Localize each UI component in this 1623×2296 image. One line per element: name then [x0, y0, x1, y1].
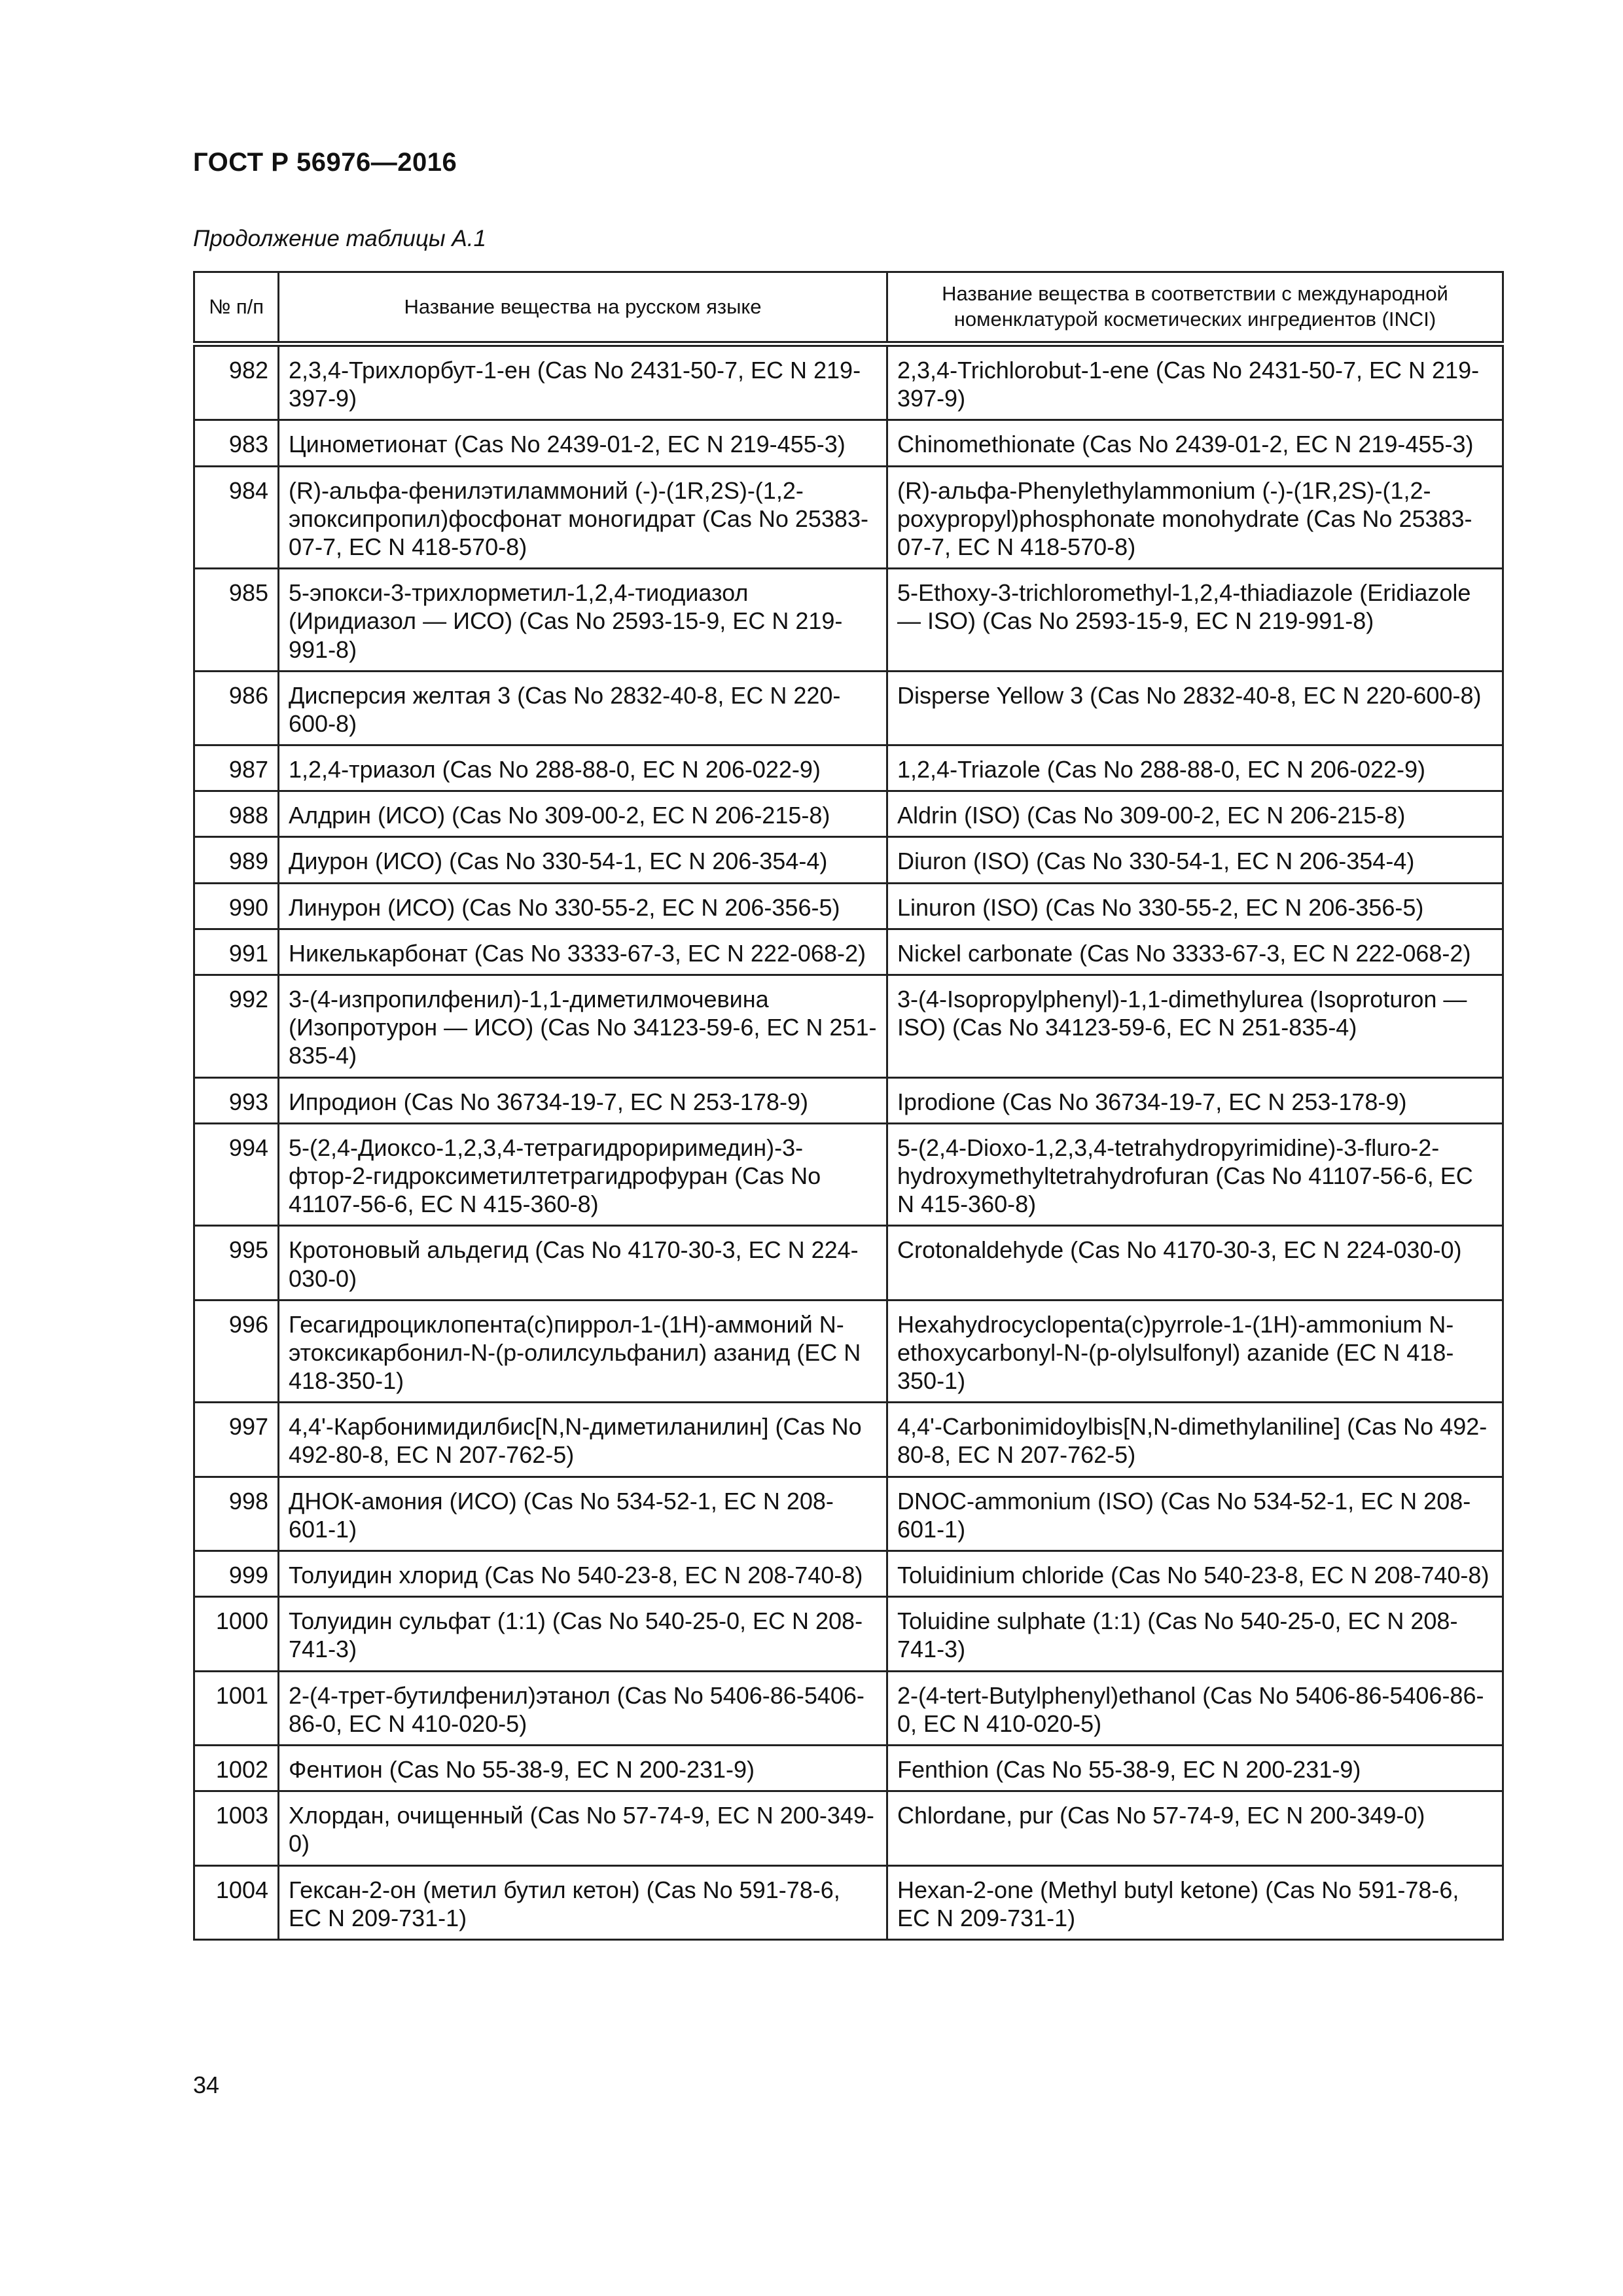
- table-row: [194, 1077, 1503, 1123]
- cell-inci-name: Aldrin (ISO) (Cas No 309-00-2, EC N 206-215-8): [887, 791, 1503, 837]
- cell-inci-name: Fenthion (Cas No 55-38-9, EC N 200-231-9): [887, 1745, 1503, 1791]
- cell-russian-name: 5-эпокси-3-трихлорметил-1,2,4-тиодиазол (Иридиазол — ИСО) (Cas No 2593-15-9, EC N 219-991-8): [279, 569, 887, 672]
- cell-russian-name: 4,4'-Карбонимидилбис[N,N-диметиланилин] (Cas No 492-80-8, EC N 207-762-5): [279, 1403, 887, 1477]
- cell-number: 990: [194, 883, 279, 929]
- table-row: [194, 791, 1503, 837]
- cell-inci-name: 4,4'-Carbonimidoylbis[N,N-dimethylaniline] (Cas No 492-80-8, EC N 207-762-5): [887, 1403, 1503, 1477]
- cell-number: 1004: [194, 1865, 279, 1939]
- cell-inci-name: 2,3,4-Trichlorobut-1-ene (Cas No 2431-50-7, EC N 219-397-9): [887, 344, 1503, 420]
- cell-number: 982: [194, 344, 279, 420]
- cell-russian-name: ДНОК-амония (ИСО) (Cas No 534-52-1, EC N 208-601-1): [279, 1477, 887, 1551]
- cell-number: 993: [194, 1077, 279, 1123]
- table-header: [194, 272, 1503, 344]
- table-row: [194, 929, 1503, 975]
- table-body: [194, 344, 1503, 1940]
- table-row: [194, 569, 1503, 672]
- cell-inci-name: 1,2,4-Triazole (Cas No 288-88-0, EC N 206-022-9): [887, 745, 1503, 791]
- cell-number: 997: [194, 1403, 279, 1477]
- cell-russian-name: Линурон (ИСО) (Cas No 330-55-2, EC N 206-356-5): [279, 883, 887, 929]
- cell-russian-name: Дисперсия желтая 3 (Cas No 2832-40-8, EC N 220-600-8): [279, 671, 887, 745]
- header-number: № п/п: [194, 272, 279, 344]
- cell-number: 994: [194, 1123, 279, 1226]
- cell-russian-name: Алдрин (ИСО) (Cas No 309-00-2, EC N 206-215-8): [279, 791, 887, 837]
- table-row: [194, 1745, 1503, 1791]
- cell-inci-name: Linuron (ISO) (Cas No 330-55-2, EC N 206-356-5): [887, 883, 1503, 929]
- cell-russian-name: 2,3,4-Трихлорбут-1-ен (Cas No 2431-50-7, EC N 219-397-9): [279, 344, 887, 420]
- table-row: [194, 975, 1503, 1078]
- cell-russian-name: Никелькарбонат (Cas No 3333-67-3, EC N 222-068-2): [279, 929, 887, 975]
- cell-russian-name: 5-(2,4-Диоксо-1,2,3,4-тетрагидрориримедин)-3-фтор-2-гидроксиметилтетрагидрофуран (Cas No 41107-56-6, EC N 415-360-8): [279, 1123, 887, 1226]
- cell-number: 988: [194, 791, 279, 837]
- table-row: [194, 466, 1503, 569]
- cell-number: 986: [194, 671, 279, 745]
- table-row: [194, 1403, 1503, 1477]
- header-inci-name: Название вещества в соответствии с международной номенклатурой косметических ингредиентов (INCI): [887, 272, 1503, 344]
- table-row: [194, 883, 1503, 929]
- table-row: [194, 1551, 1503, 1597]
- page-number: 34: [193, 2072, 220, 2098]
- table-row: [194, 1300, 1503, 1403]
- cell-number: 991: [194, 929, 279, 975]
- cell-number: 984: [194, 466, 279, 569]
- table-row: [194, 1791, 1503, 1865]
- cell-russian-name: Диурон (ИСО) (Cas No 330-54-1, EC N 206-354-4): [279, 837, 887, 883]
- cell-number: 995: [194, 1226, 279, 1300]
- cell-russian-name: 2-(4-трет-бутилфенил)этанол (Cas No 5406-86-5406-86-0, EC N 410-020-5): [279, 1671, 887, 1745]
- cell-inci-name: 5-Ethoxy-3-trichloromethyl-1,2,4-thiadiazole (Eridiazole — ISO) (Cas No 2593-15-9, EC N 219-991-8): [887, 569, 1503, 672]
- cell-russian-name: Толуидин хлорид (Cas No 540-23-8, EC N 208-740-8): [279, 1551, 887, 1597]
- cell-number: 1000: [194, 1597, 279, 1671]
- cell-inci-name: Disperse Yellow 3 (Cas No 2832-40-8, EC N 220-600-8): [887, 671, 1503, 745]
- cell-inci-name: (R)-альфа-Phenylethylammonium (-)-(1R,2S)-(1,2-poxypropyl)phosphonate monohydrate (Cas No 25383-07-7, EC N 418-570-8): [887, 466, 1503, 569]
- cell-russian-name: 1,2,4-триазол (Cas No 288-88-0, EC N 206-022-9): [279, 745, 887, 791]
- cell-number: 1002: [194, 1745, 279, 1791]
- cell-russian-name: Гексан-2-он (метил бутил кетон) (Cas No 591-78-6, EC N 209-731-1): [279, 1865, 887, 1939]
- cell-russian-name: Хлордан, очищенный (Cas No 57-74-9, EC N 200-349-0): [279, 1791, 887, 1865]
- cell-number: 1001: [194, 1671, 279, 1745]
- table-row: [194, 1226, 1503, 1300]
- table-row: [194, 1597, 1503, 1671]
- table-row: [194, 1123, 1503, 1226]
- table-row: [194, 344, 1503, 420]
- cell-number: 992: [194, 975, 279, 1078]
- cell-inci-name: Hexan-2-one (Methyl butyl ketone) (Cas No 591-78-6, EC N 209-731-1): [887, 1865, 1503, 1939]
- cell-russian-name: Ипродион (Cas No 36734-19-7, EC N 253-178-9): [279, 1077, 887, 1123]
- document-title: ГОСТ Р 56976—2016: [193, 148, 457, 177]
- table-caption: Продолжение таблицы А.1: [193, 226, 486, 251]
- cell-inci-name: Chlordane, pur (Cas No 57-74-9, EC N 200-349-0): [887, 1791, 1503, 1865]
- table-row: [194, 837, 1503, 883]
- cell-inci-name: 5-(2,4-Dioxo-1,2,3,4-tetrahydropyrimidine)-3-fluro-2-hydroxymethyltetrahydrofuran (Cas No 41107-56-6, EC N 415-360-8): [887, 1123, 1503, 1226]
- table-header-row: [194, 272, 1503, 344]
- cell-russian-name: (R)-альфа-фенилэтиламмоний (-)-(1R,2S)-(1,2-эпоксипропил)фосфонат моногидрат (Cas No 25383-07-7, EC N 418-570-8): [279, 466, 887, 569]
- cell-inci-name: Hexahydrocyclopenta(c)pyrrole-1-(1H)-ammonium N-ethoxycarbonyl-N-(p-olylsulfonyl) azanide (EC N 418-350-1): [887, 1300, 1503, 1403]
- cell-number: 983: [194, 420, 279, 466]
- table-row: [194, 671, 1503, 745]
- table-row: [194, 1477, 1503, 1551]
- table-row: [194, 1671, 1503, 1745]
- cell-number: 1003: [194, 1791, 279, 1865]
- cell-inci-name: Nickel carbonate (Cas No 3333-67-3, EC N 222-068-2): [887, 929, 1503, 975]
- cell-inci-name: Crotonaldehyde (Cas No 4170-30-3, EC N 224-030-0): [887, 1226, 1503, 1300]
- cell-number: 998: [194, 1477, 279, 1551]
- cell-number: 996: [194, 1300, 279, 1403]
- cell-number: 999: [194, 1551, 279, 1597]
- cell-inci-name: DNOC-ammonium (ISO) (Cas No 534-52-1, EC N 208-601-1): [887, 1477, 1503, 1551]
- cell-number: 985: [194, 569, 279, 672]
- cell-inci-name: Diuron (ISO) (Cas No 330-54-1, EC N 206-354-4): [887, 837, 1503, 883]
- cell-inci-name: Toluidine sulphate (1:1) (Cas No 540-25-0, EC N 208-741-3): [887, 1597, 1503, 1671]
- cell-russian-name: Толуидин сульфат (1:1) (Cas No 540-25-0, EC N 208-741-3): [279, 1597, 887, 1671]
- header-russian-name: Название вещества на русском языке: [279, 272, 887, 344]
- cell-russian-name: Кротоновый альдегид (Cas No 4170-30-3, EC N 224-030-0): [279, 1226, 887, 1300]
- cell-inci-name: Chinomethionate (Cas No 2439-01-2, EC N 219-455-3): [887, 420, 1503, 466]
- table-row: [194, 420, 1503, 466]
- cell-inci-name: 3-(4-Isopropylphenyl)-1,1-dimethylurea (Isoproturon — ISO) (Cas No 34123-59-6, EC N 251-835-4): [887, 975, 1503, 1078]
- cell-inci-name: Toluidinium chloride (Cas No 540-23-8, EC N 208-740-8): [887, 1551, 1503, 1597]
- cell-inci-name: 2-(4-tert-Butylphenyl)ethanol (Cas No 5406-86-5406-86-0, EC N 410-020-5): [887, 1671, 1503, 1745]
- cell-russian-name: Гесагидроциклопента(с)пиррол-1-(1Н)-аммоний N-этоксикарбонил-N-(р-олилсульфанил) азанид (EC N 418-350-1): [279, 1300, 887, 1403]
- cell-russian-name: Фентион (Cas No 55-38-9, EC N 200-231-9): [279, 1745, 887, 1791]
- cell-russian-name: Цинометионат (Cas No 2439-01-2, EC N 219-455-3): [279, 420, 887, 466]
- cell-number: 989: [194, 837, 279, 883]
- cell-russian-name: 3-(4-изпропилфенил)-1,1-диметилмочевина (Изопротурон — ИСО) (Cas No 34123-59-6, EC N 251-835-4): [279, 975, 887, 1078]
- table-row: [194, 1865, 1503, 1939]
- table-row: [194, 745, 1503, 791]
- cell-inci-name: Iprodione (Cas No 36734-19-7, EC N 253-178-9): [887, 1077, 1503, 1123]
- substances-table: [193, 271, 1504, 1941]
- cell-number: 987: [194, 745, 279, 791]
